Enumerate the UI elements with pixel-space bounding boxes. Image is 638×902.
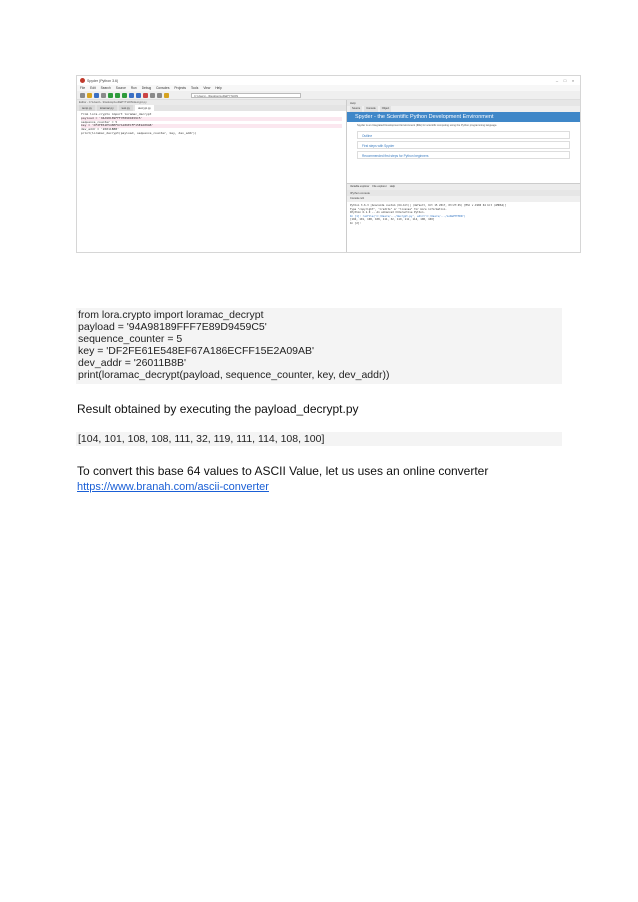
menu-help: Help — [215, 86, 222, 90]
help-banner: Spyder - the Scientific Python Development Environment — [347, 112, 580, 122]
help-tab: Object — [381, 107, 390, 110]
console-tab: Console 1/A — [347, 196, 580, 202]
console-line: [104, 101, 108, 108, 111, 32, 119, 111, 114, 108, 100] — [350, 218, 435, 222]
code-line: key = 'DF2FE61E548EF67A186ECFF15E2A09AB' — [81, 124, 342, 128]
console-line: In [2]: — [350, 221, 361, 225]
editor-path: Editor - C:\Users\...\Desktop\LoRaPYTHON\decrypt.py — [77, 100, 346, 105]
menu-view: View — [203, 86, 211, 90]
spyder-screenshot — [76, 75, 581, 253]
converter-link[interactable]: https://www.branah.com/ascii-converter — [77, 481, 269, 493]
console-line: IPython 6.1.0 -- An enhanced Interactive Python. — [350, 211, 425, 215]
save-icon — [94, 93, 99, 98]
stop-icon — [143, 93, 148, 98]
result-values: [104, 101, 108, 108, 111, 32, 119, 111, 114, 108, 100] — [78, 433, 325, 445]
save-all-icon — [101, 93, 106, 98]
code-block-line: key = 'DF2FE61E548EF67A186ECFF15E2A09AB' — [78, 345, 315, 357]
explorer-tab: Variable explorer — [350, 185, 370, 188]
code-block-line: payload = '94A98189FFF7E89D9459C5' — [78, 321, 267, 333]
preferences-icon — [157, 93, 162, 98]
toolbar — [77, 91, 580, 100]
code-line: sequence_counter = 5 — [81, 119, 118, 124]
help-tab: Console — [366, 107, 376, 110]
debug-icon — [129, 93, 134, 98]
code-line: from lora.crypto import loramac_decrypt — [81, 112, 152, 116]
editor-tab: temp.py — [79, 105, 95, 111]
help-link-first-steps: First steps with Spyder — [357, 141, 570, 149]
code-line: print(loramac_decrypt(payload, sequence_counter, key, dev_addr)) — [81, 130, 197, 135]
menu-debug: Debug — [141, 86, 152, 90]
menu-projects: Projects — [174, 86, 186, 90]
converter-text: To convert this base 64 values to ASCII Value, let us uses an online converter — [77, 464, 489, 478]
console-line: Type "copyright", "credits" or "license" for more information. — [350, 207, 447, 211]
help-header: Help — [347, 100, 580, 106]
step-icon — [136, 93, 141, 98]
editor-tab-active: decrypt.py — [135, 105, 154, 111]
result-box — [76, 432, 562, 446]
minimize-icon: – — [555, 78, 559, 83]
menu-edit: Edit — [90, 86, 96, 90]
code-line: dev_addr = '26011B8B' — [81, 127, 119, 132]
python-path-icon — [164, 93, 169, 98]
run-cell-icon — [115, 93, 120, 98]
open-file-icon — [87, 93, 92, 98]
help-text: Spyder is an Integrated Development Environment (IDE) for scientific computing using the Python programming language. — [357, 124, 498, 127]
console-line: Python 3.6.3 |Anaconda custom (64-bit)| (default, Oct 15 2017, 03:27:45) [MSC v.1900 64 bit (AMD64)] — [350, 204, 507, 207]
explorer-tab: File explorer — [372, 185, 387, 188]
code-block-line: dev_addr = '26011B8B' — [78, 357, 187, 369]
code-block-line: print(loramac_decrypt(payload, sequence_counter, key, dev_addr)) — [78, 369, 390, 381]
menu-run: Run — [130, 86, 137, 90]
maximize-icon: □ — [563, 78, 567, 83]
code-block — [76, 308, 562, 384]
console-output — [347, 202, 580, 228]
menu-source: Source — [115, 86, 126, 90]
window-titlebar — [77, 76, 580, 85]
working-directory-field: C:\Users\...\Desktop\LoRaPYTHON — [191, 93, 301, 98]
run-icon — [108, 93, 113, 98]
result-heading: Result obtained by executing the payload_decrypt.py — [77, 402, 359, 416]
menu-consoles: Consoles — [156, 86, 170, 90]
explorer-tab: Help — [389, 185, 396, 188]
menu-file: File — [80, 86, 86, 90]
window-title: Spyder (Python 3.6) — [87, 78, 119, 83]
help-link-beginners: Recommended first steps for Python beginners — [357, 151, 570, 159]
close-icon: × — [571, 78, 575, 83]
menu-tools: Tools — [190, 86, 199, 90]
menu-search: Search — [100, 86, 111, 90]
editor-tab: loramac.py — [97, 105, 117, 111]
help-link-outline: Outline — [357, 131, 570, 139]
maximize-pane-icon — [150, 93, 155, 98]
code-line: payload = '94A98189FFF7E89D9459C5' — [81, 117, 342, 121]
help-pane — [347, 100, 580, 184]
run-cell-advance-icon — [122, 93, 127, 98]
new-file-icon — [80, 93, 85, 98]
code-block-line: sequence_counter = 5 — [78, 333, 183, 345]
help-tab: Source — [352, 107, 361, 110]
console-pane — [347, 190, 580, 252]
console-line: In [1]: runfile('C:/Users/.../decrypt.py', wdir='C:/Users/.../LoRaPYTHON') — [350, 214, 466, 218]
editor-tab: test.py — [119, 105, 133, 111]
editor-code — [77, 111, 346, 138]
spyder-logo-icon — [80, 78, 85, 83]
editor-pane — [77, 100, 347, 252]
code-block-line: from lora.crypto import loramac_decrypt — [78, 309, 264, 321]
console-header: IPython console — [347, 190, 580, 196]
